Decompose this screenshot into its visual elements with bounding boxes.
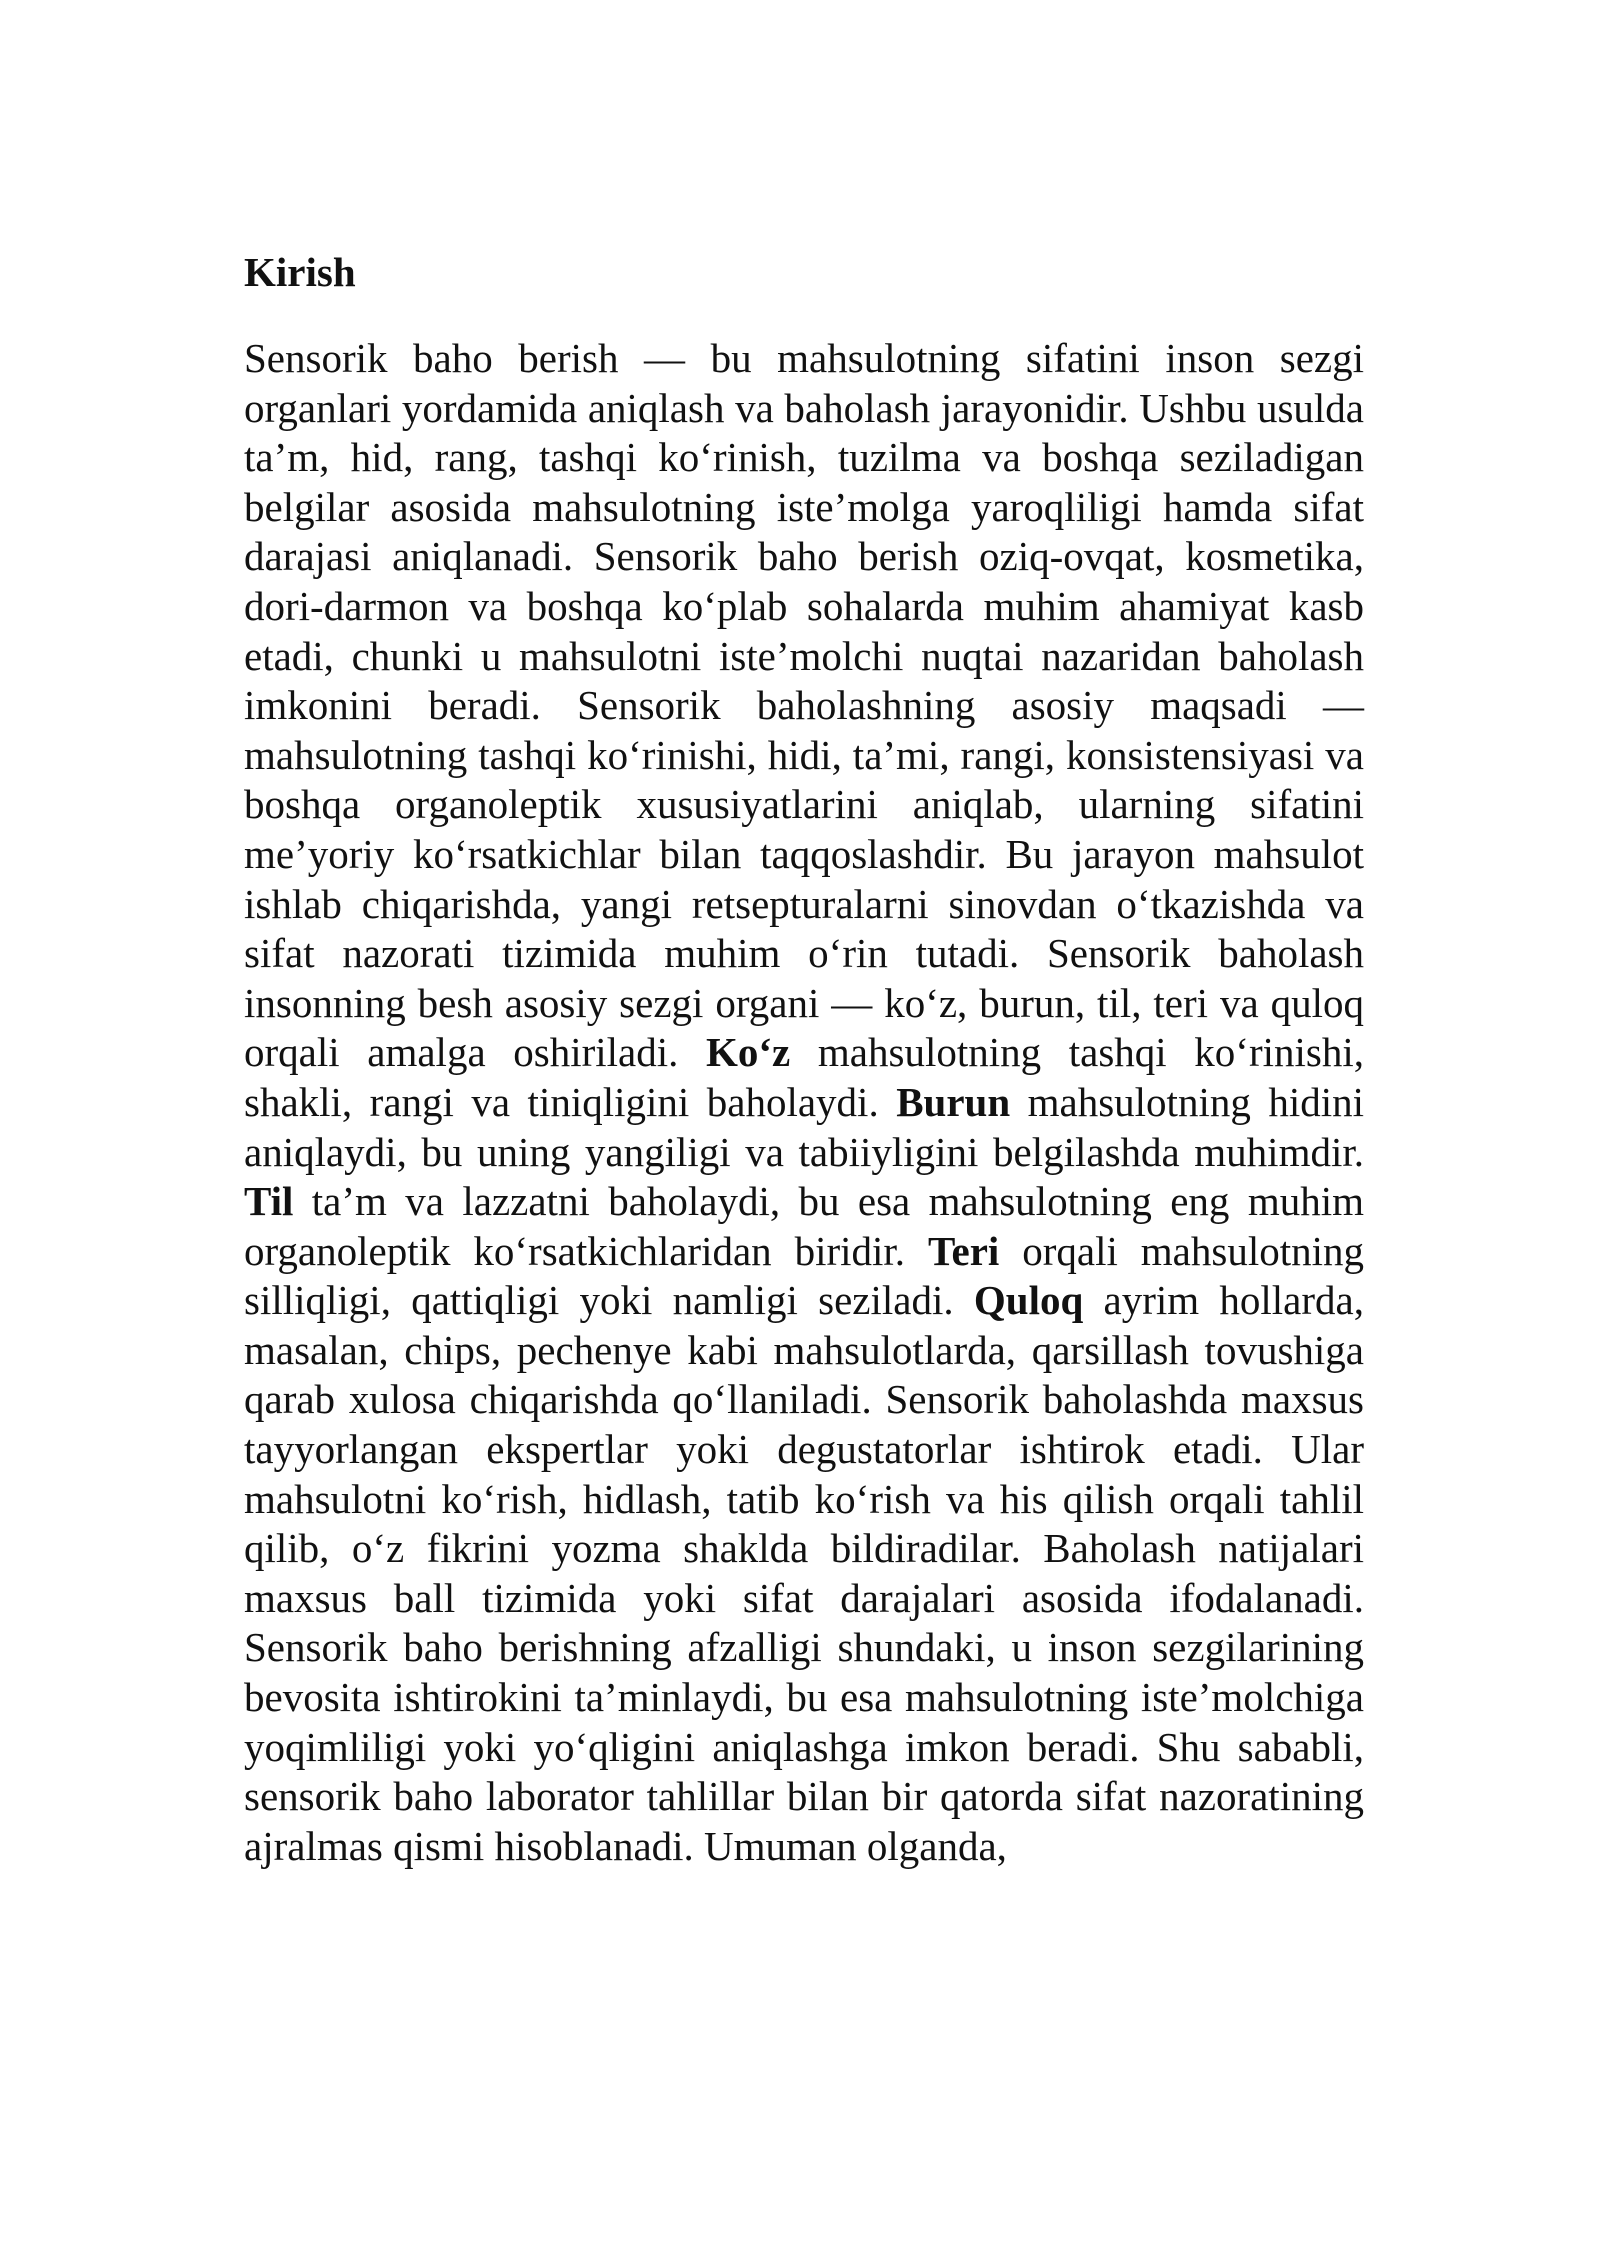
paragraph-text: orqali mahsulotning silliqligi, qattiqligi yoki namligi seziladi. xyxy=(244,1227,1364,1324)
document-page xyxy=(244,248,1364,1871)
term-ear: Quloq xyxy=(973,1277,1084,1324)
term-tongue: Til xyxy=(244,1178,294,1225)
paragraph-text: mahsulotning hidini aniqlaydi, bu uning yangiligi va tabiiyligini belgilashda muhimdir. xyxy=(244,1078,1364,1175)
section-heading: Kirish xyxy=(244,249,356,295)
term-skin: Teri xyxy=(927,1227,1000,1274)
term-nose: Burun xyxy=(896,1078,1011,1125)
body-paragraph xyxy=(244,334,1364,1871)
paragraph-text: Sensorik baho berish — bu mahsulotning sifatini inson sezgi organlari yordamida aniqlash va baholash jarayonidir. Ushbu usulda ta’m, hid, rang, tashqi ko‘rinish, tuzilma va boshqa seziladigan belgilar asosida mahsulotning iste’molga yaroqliligi hamda sifat darajasi aniqlanadi. Sensorik baho berish oziq-ovqat, kosmetika, dori-darmon va boshqa ko‘plab sohalarda muhim ahamiyat kasb etadi, chunki u mahsulotni iste’molchi nuqtai nazaridan baholash imkonini beradi. Sensorik baholashning asosiy maqsadi — mahsulotning tashqi ko‘rinishi, hidi, ta’mi, rangi, konsistensiyasi va boshqa organoleptik xususiyatlarini aniqlab, ularning sifatini me’yoriy ko‘rsatkichlar bilan taqqoslashdir. Bu jarayon mahsulot ishlab chiqarishda, yangi retsepturalarni sinovdan o‘tkazishda va sifat nazorati tizimida muhim o‘rin tutadi. Sensorik baholash insonning besh asosiy sezgi organi — ko‘z, burun, til, teri va quloq orqali amalga oshiriladi. xyxy=(244,335,1364,1076)
paragraph-text: ayrim hollarda, masalan, chips, pechenye kabi mahsulotlarda, qarsillash tovushiga qarab xulosa chiqarishda qo‘llaniladi. Sensorik baholashda maxsus tayyorlangan ekspertlar yoki degustatorlar ishtirok etadi. Ular mahsulotni ko‘rish, hidlash, tatib ko‘rish va his qilish orqali tahlil qilib, o‘z fikrini yozma shaklda bildiradilar. Baholash natijalari maxsus ball tizimida yoki sifat darajalari asosida ifodalanadi. Sensorik baho berishning afzalligi shundaki, u inson sezgilarining bevosita ishtirokini ta’minlaydi, bu esa mahsulotning iste’molchiga yoqimliligi yoki yo‘qligini aniqlashga imkon beradi. Shu sababli, sensorik baho laborator tahlillar bilan bir qatorda sifat nazoratining ajralmas qismi hisoblanadi. Umuman olganda, xyxy=(244,1277,1364,1869)
paragraph-text: ta’m va lazzatni baholaydi, bu esa mahsulotning eng muhim organoleptik ko‘rsatkichlaridan biridir. xyxy=(244,1178,1364,1274)
paragraph-text: mahsulotning tashqi ko‘rinishi, shakli, rangi va tiniqligini baholaydi. xyxy=(244,1029,1364,1125)
term-eye: Ko‘z xyxy=(706,1029,791,1076)
